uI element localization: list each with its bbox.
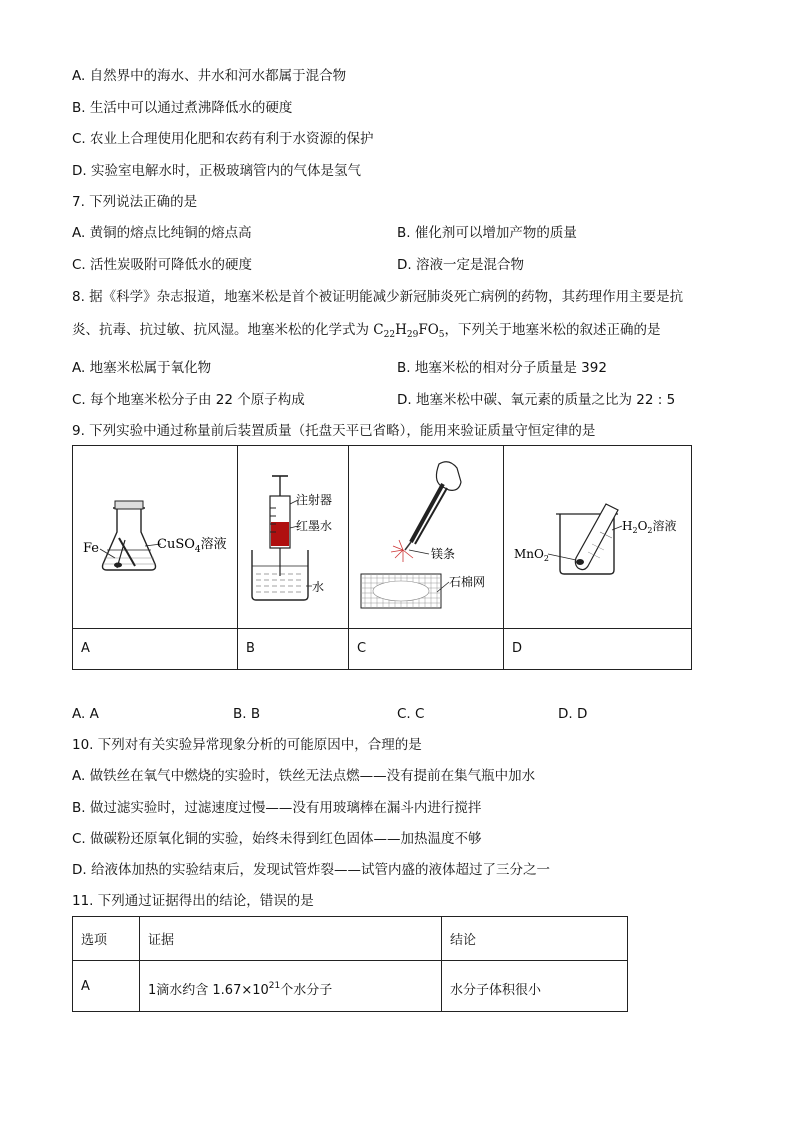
q7-option-d: D. 溶液一定是混合物 [397, 257, 524, 273]
q9-label-d: D [504, 629, 692, 670]
q9-apparatus-table [72, 445, 692, 670]
q11-stem: 11. 下列通过证据得出的结论，错误的是 [72, 893, 314, 909]
syringe-beaker-figure [238, 446, 348, 624]
q11-table [72, 916, 628, 1012]
q9-answer-c: C. C [397, 706, 425, 722]
q6-option-a: A. 自然界中的海水、井水和河水都属于混合物 [72, 68, 347, 84]
q9-figure-c [349, 446, 504, 629]
q6-option-b: B. 生活中可以通过煮沸降低水的硬度 [72, 100, 293, 116]
h2o2-label: $H_2O_2$溶液 [622, 519, 677, 535]
q8-stem-pre: 炎、抗毒、抗过敏、抗风湿。地塞米松的化学式为 [72, 322, 374, 338]
q10-stem: 10. 下列对有关实验异常现象分析的可能原因中，合理的是 [72, 737, 422, 753]
q11-header-conclusion: 结论 [442, 917, 628, 961]
q11-row-conclusion: 水分子体积很小 [442, 961, 628, 1012]
q7-option-c: C. 活性炭吸附可降低水的硬度 [72, 257, 253, 273]
q9-label-a: A [73, 629, 238, 670]
q9-answer-b: B. B [233, 706, 261, 722]
q7-stem: 7. 下列说法正确的是 [72, 194, 198, 210]
q10-option-a: A. 做铁丝在氧气中燃烧的实验时，铁丝无法点燃——没有提前在集气瓶中加水 [72, 768, 536, 784]
q11-header-option: 选项 [73, 917, 140, 961]
q9-answer-d: D. D [558, 706, 588, 722]
q7-option-b: B. 催化剂可以增加产物的质量 [397, 225, 577, 241]
water-label: 水 [312, 580, 325, 594]
q8-stem-line1: 8. 据《科学》杂志报道，地塞米松是首个被证明能减少新冠肺炎死亡病例的药物，其药理作用主要是抗 [72, 289, 684, 305]
q8-stem-line2 [72, 321, 661, 344]
q11-header-evidence: 证据 [140, 917, 442, 961]
gauze-label: 石棉网 [449, 575, 486, 589]
q8-option-c: C. 每个地塞米松分子由 22 个原子构成 [72, 392, 305, 408]
q6-option-c: C. 农业上合理使用化肥和农药有利于水资源的保护 [72, 131, 374, 147]
q8-option-b: B. 地塞米松的相对分子质量是 392 [397, 360, 607, 376]
q11-row-option: A [73, 961, 140, 1012]
q9-label-c: C [349, 629, 504, 670]
mg-ribbon-label: 镁条 [431, 547, 456, 561]
conical-flask-figure [73, 446, 237, 624]
syringe-label: 注射器 [296, 493, 333, 507]
q9-stem: 9. 下列实验中通过称量前后装置质量（托盘天平已省略），能用来验证质量守恒定律的是 [72, 423, 596, 439]
q9-figure-d [504, 446, 692, 629]
q11-row-evidence: 1滴水约含 $1.67\times 10^{21}$个水分子 [140, 961, 442, 1012]
q7-option-a: A. 黄铜的熔点比纯铜的熔点高 [72, 225, 252, 241]
q9-figure-a [73, 446, 238, 629]
magnesium-burning-figure [349, 446, 503, 624]
cuso4-label: CuSO$_4$溶液 [157, 537, 227, 555]
q8-formula: $C_{22}H_{29}FO_5$ [373, 322, 445, 340]
q8-option-d: D. 地塞米松中碳、氧元素的质量之比为 22 : 5 [397, 392, 676, 408]
q10-option-c: C. 做碳粉还原氧化铜的实验，始终未得到红色固体——加热温度不够 [72, 831, 482, 847]
q8-stem-post: ，下列关于地塞米松的叙述正确的是 [444, 322, 661, 338]
beaker-testtube-figure [504, 446, 691, 624]
q9-label-b: B [238, 629, 349, 670]
red-ink-label: 红墨水 [296, 519, 333, 533]
q10-option-d: D. 给液体加热的实验结束后，发现试管炸裂——试管内盛的液体超过了三分之一 [72, 862, 550, 878]
q6-option-d: D. 实验室电解水时，正极玻璃管内的气体是氢气 [72, 163, 361, 179]
q10-option-b: B. 做过滤实验时，过滤速度过慢——没有用玻璃棒在漏斗内进行搅拌 [72, 800, 482, 816]
fe-label: Fe [83, 541, 100, 556]
q8-option-a: A. 地塞米松属于氧化物 [72, 360, 212, 376]
mno2-label: MnO$_2$ [514, 547, 549, 563]
q9-figure-b [238, 446, 349, 629]
q9-answer-a: A. A [72, 706, 99, 722]
